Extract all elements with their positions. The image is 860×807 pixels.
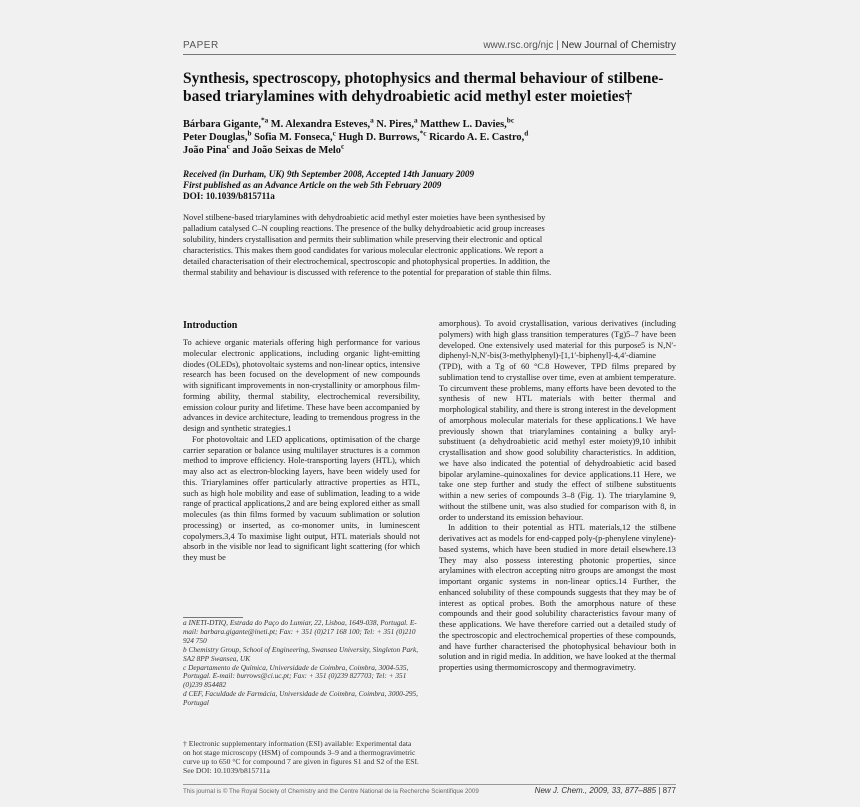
article-title: Synthesis, spectroscopy, photophysics and thermal behaviour of stilbene-based triarylamines with dehydroabietic acid methyl ester moieties†: [183, 70, 664, 105]
paragraph: In addition to their potential as HTL materials,12 the stilbene derivatives act as models for end-capped poly-(p-phenylene vinylene)-based systems, which have been studied in more detail elsewhere.13 They may also possess interesting photonic properties, since arylamines with electron accepting nitro groups are amongst the most important organic systems in non-linear optics.14 Further, the enhanced solubility of these compounds suggests that they may be of interest as optical probes. Both the amorphous nature of these compounds and their good solubility characteristics favour many of these applications. We have therefore carried out a detailed study of the spectroscopic and electrochemical properties of these compounds, and have further characterised the photophysical behaviour both in solution and in rigid media. In addition, we have looked at the thermal properties using thermomicroscopy and thermogravimetry.: [439, 523, 676, 672]
author-list: [183, 118, 676, 157]
affiliations: [183, 619, 420, 708]
right-column: [439, 319, 676, 674]
page-number: 877: [662, 786, 676, 795]
author-line: Bárbara Gigante,$^{*a}$ M. Alexandra Esteves,$^a$ N. Pires,$^a$ Matthew L. Davies,$^{bc}$: [183, 116, 515, 130]
paragraph: amorphous). To avoid crystallisation, various derivatives (including polymers) with high glass transition temperatures (Tg)5–7 have been developed. One extensively used material for this purpose5 is N,N′-diphenyl-N,N′-bis(3-methylphenyl)-[1,1′-biphenyl]-4,4′-diamine (TPD), with a Tg of 60 °C.8 However, TPD films prepared by sublimation tend to crystallise over time, even at ambient temperature. To circumvent these problems, many efforts have been devoted to the synthesis of new HTL materials with better thermal and morphological stability, and there is strong interest in the development of amorphous molecular materials for these applications.1 We have previously shown that triarylamines containing a bulky aryl-substituent (a dehydroabietic acid methyl ester moiety)9,10 inhibit crystallisation and show good solubility characteristics. In addition, we have also indicated the potential of dehydroabietic acid based bipolar arylamine–quinoxalines for device applications.11 Here, we take one step further and study the effect of stilbene substituents within a new series of compounds 3–8 (Fig. 1). The triarylamine 9, without the stilbene unit, was also studied for comparison with 8, in order to understand its emission behaviour.: [439, 319, 676, 522]
journal-header: www.rsc.org/njc | New Journal of Chemistry: [483, 40, 676, 51]
published-date: First published as an Advance Article on the web 5th February 2009: [183, 180, 442, 190]
paragraph: For photovoltaic and LED applications, optimisation of the charge carrier separation or balance using multilayer structures is a common method to improve efficiency. Hole-transporting layers (HTL), which may also act as electron-blocking layers, have been widely used for this. Triarylamines offer particularly attractive properties as HTL, such as high hole mobility and ease of sublimation, leading to a wide range of practical applications,2 and are being explored either as small molecules (as thin films formed by vacuum sublimation or solution processing) or inserted, as co-monomer units, in luminescent copolymers.3,4 To maximise light output, HTL materials should not absorb in the visible nor lead to significant light scattering (for which they must be: [183, 434, 420, 562]
received-date: Received (in Durham, UK) 9th September 2008, Accepted 14th January 2009: [183, 169, 475, 179]
journal-citation: New J. Chem., 2009, 33, 877–885: [534, 786, 657, 795]
header-rule: [183, 54, 676, 55]
section-label: PAPER: [183, 40, 219, 51]
journal-url[interactable]: www.rsc.org/njc: [483, 40, 554, 51]
author-line: Peter Douglas,$^b$ Sofia M. Fonseca,$^c$ Hugh D. Burrows,$^{*c}$ Ricardo A. E. Castro,$^d$: [183, 129, 529, 143]
abstract: Novel stilbene-based triarylamines with dehydroabietic acid methyl ester moieties have been synthesised by palladium catalysed C–N coupling reactions. The presence of the bulky dehydroabietic acid group increases solubility, hinders crystallisation and permits their sublimation while preserving their electronic and optical characteristics. This makes them good candidates for various molecular electronic applications. We report a detailed characterisation of their electrochemical, spectroscopic and photophysical properties. In addition, the thermal stability and behaviour is discussed with reference to the potential for preparation of stable thin films.: [183, 213, 552, 277]
esi-note: † Electronic supplementary information (ESI) available: Experimental data on hot stage microscopy (HSM) of compounds 3–9 and a thermogravimetric curve up to 650 °C for compound 7 are given in figures S1 and S2 of the ESI. See DOI: 10.1039/b815711a: [183, 739, 419, 775]
article-dates: [183, 169, 676, 202]
left-column: [183, 338, 420, 564]
journal-name: New Journal of Chemistry: [561, 40, 676, 51]
author-line: João Pina$^c$ and João Seixas de Melo$^c$: [183, 142, 345, 156]
section-heading-introduction: Introduction: [183, 320, 238, 331]
paragraph: To achieve organic materials offering high performance for various molecular electronic applications, including organic light-emitting diodes (OLEDs), photovoltaic systems and non-linear optics, intensive research has been focused on the development of new compounds with significant improvements in non-crystallinity or amorphous film-forming ability, thermal stability, electrochemical reversibility, emission colour purity and lifetime. These have been accompanied by advances in device architecture, leading to tremendous progress in the design and synthetic strategies.1: [183, 338, 421, 433]
copyright-notice: This journal is © The Royal Society of Chemistry and the Centre National de la Recherche Scientifique 2009: [183, 788, 479, 795]
affiliation: a INETI-DTIQ, Estrada do Paço do Lumiar, 22, Lisboa, 1649-038, Portugal. E-mail: barbara.gigante@ineti.pt; Fax: + 351 (0)217 168 100; Tel: + 351 (0)210 924 750: [183, 618, 417, 645]
doi[interactable]: DOI: 10.1039/b815711a: [183, 191, 275, 201]
affiliation: b Chemistry Group, School of Engineering, Swansea University, Singleton Park, SA2 8PP Swansea, UK: [183, 644, 419, 663]
page-citation: New J. Chem., 2009, 33, 877–885 | 877: [534, 786, 676, 795]
affiliation: c Departamento de Química, Universidade de Coimbra, Coimbra, 3004-535, Portugal. E-mail: burrows@ci.uc.pt; Fax: + 351 (0)239 827703; Tel: + 351 (0)239 854482: [183, 662, 409, 690]
footer-rule: [183, 784, 676, 785]
affiliation: d CEF, Faculdade de Farmácia, Universidade de Coimbra, Coimbra, 3000-295, Portugal: [183, 689, 418, 708]
